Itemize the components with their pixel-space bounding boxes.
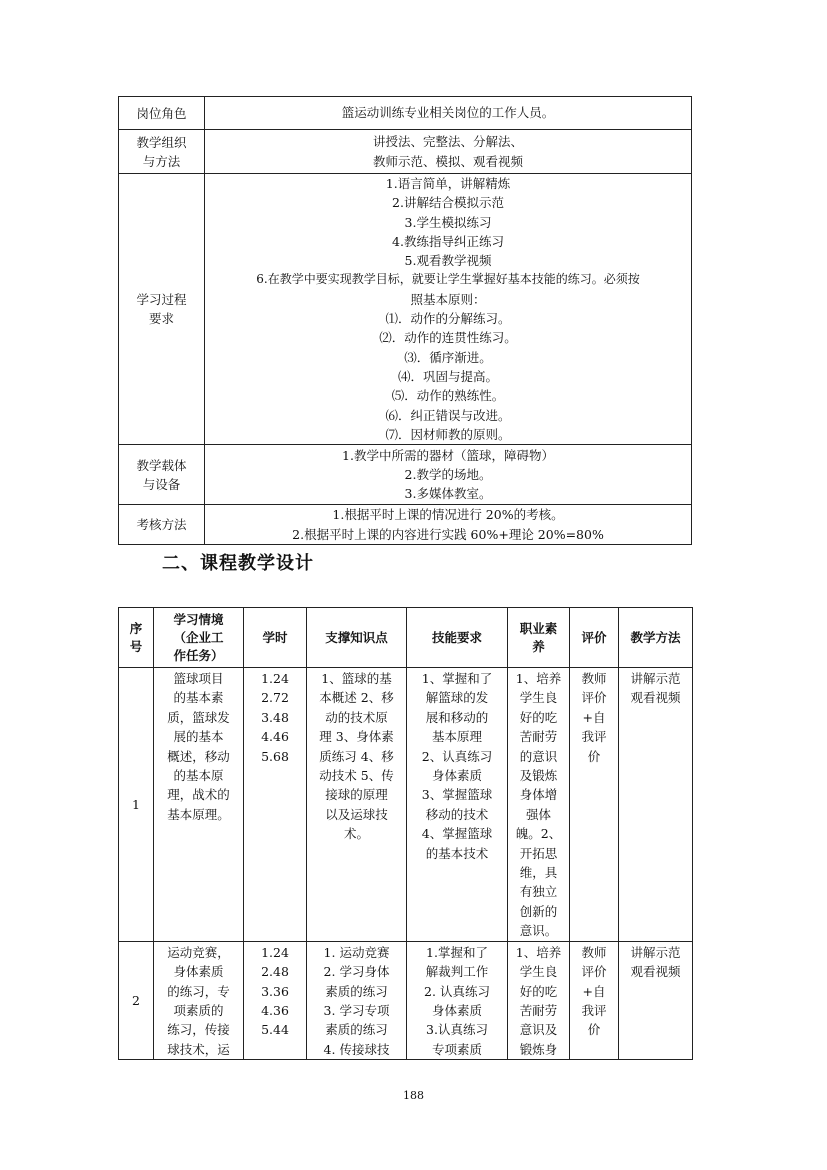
text-line: 素质的练习 bbox=[325, 983, 388, 999]
text-line: 篮球项目 bbox=[173, 671, 224, 686]
text-line: 4. 传接球技 bbox=[323, 1041, 390, 1057]
text-line: 魄。2、 bbox=[515, 826, 562, 842]
text-line: 项素质的 bbox=[173, 1002, 224, 1018]
text-line: 2.48 bbox=[261, 964, 289, 980]
text-line: 身体增 bbox=[519, 787, 558, 803]
text-line: +自 bbox=[582, 709, 606, 725]
text-line: 3. 学习专项 bbox=[323, 1002, 390, 1018]
info-row-role bbox=[119, 97, 692, 130]
text-line: 术。 bbox=[343, 826, 369, 842]
text-line: 以及运球技 bbox=[325, 806, 388, 822]
text-line: 学生良 bbox=[519, 690, 558, 706]
text-line: 号 bbox=[129, 638, 143, 654]
text-line: 3.学生模拟练习 bbox=[404, 214, 492, 230]
text-line: 讲解示范 bbox=[630, 671, 681, 686]
text-line: +自 bbox=[582, 983, 606, 999]
text-line: 3、掌握篮球 bbox=[421, 787, 493, 803]
text-line: 教师示范、模拟、观看视频 bbox=[372, 153, 523, 169]
text-line: 创新的 bbox=[519, 903, 558, 919]
text-line: 学生良 bbox=[519, 964, 558, 980]
text-line: 本概述 2、移 bbox=[319, 690, 394, 706]
text-line: 学时 bbox=[262, 629, 288, 645]
text-line: 的练习，专 bbox=[167, 983, 230, 999]
text-line: 学习情境 bbox=[173, 611, 224, 627]
text-line: 开拓思 bbox=[519, 845, 558, 861]
skills-cell bbox=[407, 668, 508, 942]
header-cell-quality bbox=[508, 608, 570, 668]
text-line: 移动的技术 bbox=[425, 806, 489, 822]
text-line: 3.多媒体教室。 bbox=[404, 486, 492, 502]
row-number: 1 bbox=[119, 668, 154, 942]
text-line: 与方法 bbox=[142, 153, 181, 169]
text-line: 要求 bbox=[148, 311, 174, 327]
text-line: 学习过程 bbox=[136, 292, 187, 308]
info-value bbox=[205, 445, 692, 505]
text-line: 展和移动的 bbox=[425, 709, 489, 725]
text-line: 素质的练习 bbox=[325, 1022, 388, 1038]
situation-cell bbox=[154, 668, 244, 942]
header-cell-hours bbox=[244, 608, 307, 668]
table-row bbox=[119, 668, 693, 942]
text-line: 1.24 bbox=[261, 671, 289, 686]
text-line: 序 bbox=[129, 620, 143, 636]
text-line: 观看视频 bbox=[630, 964, 681, 980]
page-number: 188 bbox=[403, 1089, 424, 1102]
info-row-equipment bbox=[119, 445, 692, 505]
text-line: 意识。 bbox=[519, 923, 558, 939]
text-line: 评价 bbox=[581, 964, 607, 980]
text-line: 支撑知识点 bbox=[325, 629, 388, 645]
text-line: 维，具 bbox=[519, 865, 558, 881]
table-row bbox=[119, 941, 693, 1059]
course-info-table bbox=[118, 96, 692, 545]
text-line: ⑴．动作的分解练习。 bbox=[385, 311, 511, 327]
text-line: 球技术，运 bbox=[167, 1041, 230, 1057]
text-line: ⑷．巩固与提高。 bbox=[397, 368, 498, 384]
header-cell-method bbox=[619, 608, 693, 668]
evaluation-cell bbox=[570, 941, 619, 1059]
text-line: ⑹．纠正错误与改进。 bbox=[385, 407, 511, 423]
info-label bbox=[119, 505, 205, 545]
header-cell-knowledge bbox=[307, 608, 407, 668]
text-line: （企业工 bbox=[173, 629, 224, 645]
knowledge-cell bbox=[307, 941, 407, 1059]
text-line: 基本原理 bbox=[431, 729, 482, 745]
text-line: 2. 学习身体 bbox=[323, 964, 390, 980]
text-line: 观看视频 bbox=[630, 690, 681, 706]
text-line: 1、篮球的基 bbox=[321, 671, 392, 686]
text-line: 专项素质 bbox=[431, 1041, 482, 1057]
text-line: 身体素质 bbox=[431, 1002, 482, 1018]
hours-cell bbox=[244, 668, 307, 942]
hours-cell bbox=[244, 941, 307, 1059]
text-line: 2.72 bbox=[261, 690, 289, 706]
knowledge-cell bbox=[307, 668, 407, 942]
text-line: ⑶．循序渐进。 bbox=[404, 349, 492, 365]
text-line: 教师 bbox=[581, 944, 607, 960]
text-line: 身体素质 bbox=[173, 964, 224, 980]
text-line: 意识及 bbox=[519, 1022, 558, 1038]
info-label bbox=[119, 174, 205, 445]
text-line: 教学载体 bbox=[136, 457, 187, 473]
text-line: 3.36 bbox=[261, 983, 289, 999]
text-line: 讲授法、完整法、分解法、 bbox=[372, 134, 523, 150]
text-line: 技能要求 bbox=[431, 629, 482, 645]
text-line: 3.认真练习 bbox=[426, 1022, 488, 1038]
text-line: 1、培养 bbox=[515, 671, 562, 686]
info-label bbox=[119, 130, 205, 174]
text-line: 3.48 bbox=[261, 709, 289, 725]
text-line: ⑸．动作的熟练性。 bbox=[391, 388, 505, 404]
text-line: 动技术 5、传 bbox=[319, 768, 394, 784]
text-line: 基本原理。 bbox=[167, 806, 230, 822]
info-value bbox=[205, 505, 692, 545]
text-line: 的意识 bbox=[519, 748, 558, 764]
text-line: 4.36 bbox=[261, 1002, 289, 1018]
text-line: 我评 bbox=[581, 1002, 607, 1018]
text-line: 锻炼身 bbox=[519, 1041, 558, 1057]
text-line: 2.根据平时上课的内容进行实践 60%+理论 20%=80% bbox=[292, 526, 604, 542]
text-line: 有独立 bbox=[519, 884, 558, 900]
text-line: 照基本原则： bbox=[410, 291, 486, 307]
method-cell bbox=[619, 668, 693, 942]
text-line: 展的基本 bbox=[173, 729, 224, 745]
text-line: 1. 运动竞赛 bbox=[323, 944, 390, 960]
text-line: 篮运动训练专业相关岗位的工作人员。 bbox=[341, 105, 555, 120]
text-line: 1.教学中所需的器材（篮球，障碍物） bbox=[342, 447, 554, 463]
text-line: 1、掌握和了 bbox=[421, 671, 493, 686]
header-cell-evaluation bbox=[570, 608, 619, 668]
text-line: 1、培养 bbox=[515, 944, 562, 960]
text-line: 质练习 4、移 bbox=[319, 748, 394, 764]
text-line: 概述，移动 bbox=[167, 748, 230, 764]
text-line: 1.掌握和了 bbox=[426, 944, 488, 960]
text-line: 价 bbox=[587, 748, 601, 764]
text-line: 理 3、身体素 bbox=[319, 729, 394, 745]
text-line: ⑺．因材师教的原则。 bbox=[385, 426, 511, 442]
text-line: 评价 bbox=[581, 629, 607, 645]
text-line: 苦耐劳 bbox=[519, 729, 558, 745]
info-label bbox=[119, 97, 205, 130]
text-line: 接球的原理 bbox=[325, 787, 388, 803]
text-line: 岗位角色 bbox=[136, 105, 187, 121]
text-line: 价 bbox=[587, 1022, 601, 1038]
text-line: 我评 bbox=[581, 729, 607, 745]
text-line: 的基本素 bbox=[173, 690, 224, 706]
text-line: 解篮球的发 bbox=[425, 690, 489, 706]
text-line: 动的技术原 bbox=[325, 709, 388, 725]
text-line: 练习，传接 bbox=[167, 1022, 230, 1038]
text-line: 理，战术的 bbox=[167, 787, 230, 803]
info-value bbox=[205, 130, 692, 174]
text-line: 强体 bbox=[525, 806, 551, 822]
table-header-row bbox=[119, 608, 693, 668]
text-line: 4.46 bbox=[261, 729, 289, 745]
text-line: 解裁判工作 bbox=[425, 964, 489, 980]
text-line: 1.24 bbox=[261, 944, 289, 960]
text-line: 2.教学的场地。 bbox=[404, 467, 492, 482]
text-line: 职业素 bbox=[519, 620, 558, 636]
situation-cell bbox=[154, 941, 244, 1059]
text-line: 2.讲解结合模拟示范 bbox=[392, 195, 504, 211]
text-line: 5.44 bbox=[261, 1022, 289, 1038]
text-line: 5.68 bbox=[261, 748, 289, 764]
header-cell-number bbox=[119, 608, 154, 668]
text-line: 的基本原 bbox=[173, 768, 224, 784]
text-line: 好的吃 bbox=[519, 709, 558, 725]
text-line: 养 bbox=[532, 638, 545, 654]
evaluation-cell bbox=[570, 668, 619, 942]
text-line: 质，篮球发 bbox=[167, 709, 230, 725]
text-line: 教师 bbox=[581, 671, 607, 686]
info-value bbox=[205, 97, 692, 130]
header-cell-skills bbox=[407, 608, 508, 668]
text-line: 1.语言简单，讲解精炼 bbox=[385, 176, 511, 191]
header-cell-situation bbox=[154, 608, 244, 668]
text-line: 身体素质 bbox=[431, 768, 482, 784]
info-value bbox=[205, 174, 692, 445]
info-row-organization bbox=[119, 130, 692, 174]
text-line: 及锻炼 bbox=[519, 768, 558, 784]
quality-cell bbox=[508, 941, 570, 1059]
course-design-table bbox=[118, 607, 693, 1060]
skills-cell bbox=[407, 941, 508, 1059]
method-cell bbox=[619, 941, 693, 1059]
text-line: 5.观看教学视频 bbox=[404, 253, 492, 269]
text-line: 运动竞赛， bbox=[167, 944, 230, 960]
text-line: 2. 认真练习 bbox=[424, 983, 490, 999]
text-line: 教学组织 bbox=[136, 134, 187, 150]
text-line: 讲解示范 bbox=[630, 944, 681, 960]
section-title: 二、课程教学设计 bbox=[162, 553, 314, 574]
text-line: 苦耐劳 bbox=[519, 1002, 558, 1018]
row-number: 2 bbox=[119, 941, 154, 1059]
info-row-assessment bbox=[119, 505, 692, 545]
text-line: 4、掌握篮球 bbox=[421, 826, 493, 842]
text-line: 考核方法 bbox=[136, 517, 187, 533]
text-line: ⑵．动作的连贯性练习。 bbox=[379, 330, 517, 346]
info-row-process bbox=[119, 174, 692, 445]
text-line: 4.教练指导纠正练习 bbox=[392, 233, 504, 249]
text-line: 与设备 bbox=[142, 476, 181, 492]
text-line: 评价 bbox=[581, 690, 607, 706]
quality-cell bbox=[508, 668, 570, 942]
text-line: 1.根据平时上课的情况进行 20%的考核。 bbox=[332, 507, 564, 523]
info-label bbox=[119, 445, 205, 505]
text-line: 作任务） bbox=[173, 647, 224, 663]
text-line: 好的吃 bbox=[519, 983, 558, 999]
text-line: 6.在教学中要实现教学目标，就要让学生掌握好基本技能的练习。必须按 bbox=[256, 272, 640, 287]
text-line: 2、认真练习 bbox=[421, 748, 493, 764]
text-line: 教学方法 bbox=[630, 629, 681, 645]
text-line: 的基本技术 bbox=[425, 845, 489, 861]
